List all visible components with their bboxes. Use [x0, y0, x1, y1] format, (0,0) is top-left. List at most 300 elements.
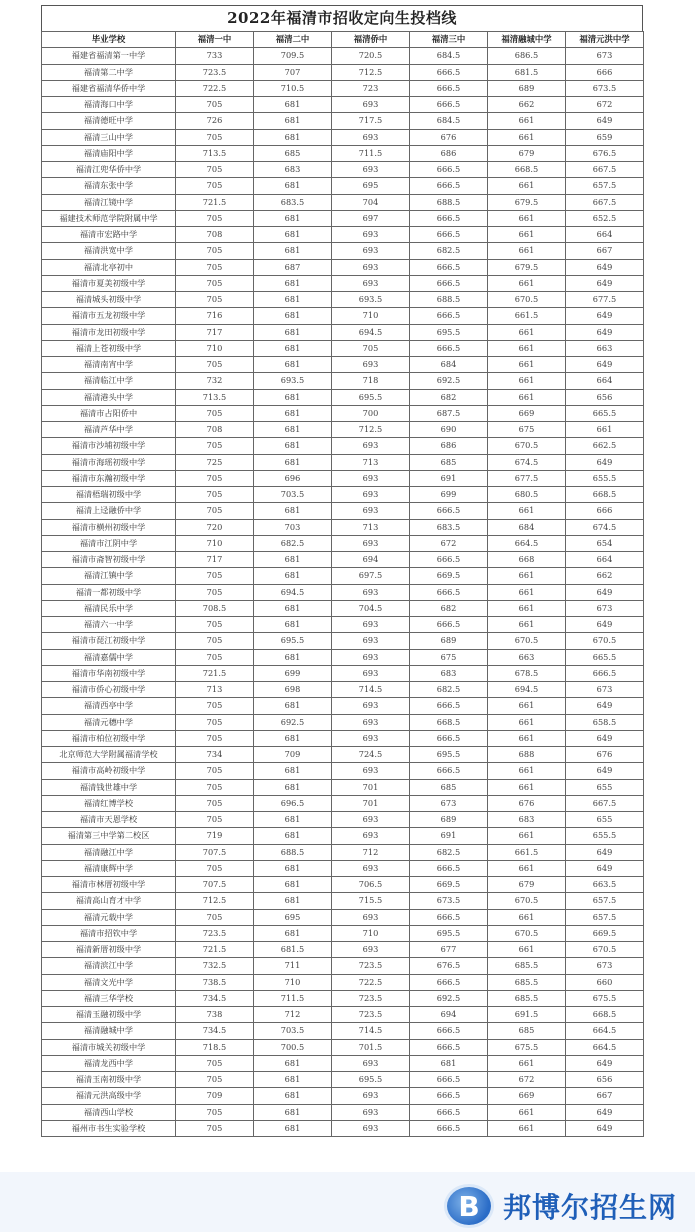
score-cell: 713.5 — [176, 145, 254, 161]
school-name-cell: 福清东张中学 — [42, 178, 176, 194]
score-cell: 694 — [332, 552, 410, 568]
table-title: 2022年福清市招收定向生投档线 — [41, 5, 643, 31]
score-cell: 681 — [254, 860, 332, 876]
table-row — [42, 990, 644, 1006]
score-cell: 693 — [332, 909, 410, 925]
score-cell: 716 — [176, 308, 254, 324]
table-row — [42, 1055, 644, 1071]
score-cell: 705 — [176, 259, 254, 275]
score-cell: 699 — [410, 487, 488, 503]
score-cell: 708 — [176, 227, 254, 243]
score-cell: 681 — [254, 324, 332, 340]
score-cell: 666.5 — [410, 1120, 488, 1136]
score-cell: 684.5 — [410, 48, 488, 64]
score-cell: 709 — [176, 1088, 254, 1104]
score-cell: 666.5 — [410, 340, 488, 356]
score-cell: 649 — [566, 454, 644, 470]
score-cell: 661 — [488, 373, 566, 389]
school-name-cell: 福清市天恩学校 — [42, 812, 176, 828]
score-cell: 669.5 — [410, 877, 488, 893]
score-cell: 676.5 — [566, 145, 644, 161]
score-cell: 705 — [176, 812, 254, 828]
score-cell: 714.5 — [332, 1023, 410, 1039]
score-cell: 660 — [566, 974, 644, 990]
score-cell: 666.5 — [410, 730, 488, 746]
score-cell: 693 — [332, 584, 410, 600]
score-cell: 682.5 — [410, 243, 488, 259]
score-cell: 661 — [488, 1104, 566, 1120]
score-cell: 722.5 — [176, 80, 254, 96]
score-cell: 664 — [566, 373, 644, 389]
score-cell: 661 — [488, 942, 566, 958]
school-name-cell: 福清文光中学 — [42, 974, 176, 990]
score-cell: 661 — [488, 275, 566, 291]
score-cell: 694.5 — [332, 324, 410, 340]
score-cell: 696.5 — [254, 795, 332, 811]
score-cell: 734.5 — [176, 990, 254, 1006]
score-cell: 663 — [488, 649, 566, 665]
score-cell: 666.5 — [410, 308, 488, 324]
table-row — [42, 1088, 644, 1104]
score-cell: 681 — [254, 405, 332, 421]
school-name-cell: 福建省福清第一中学 — [42, 48, 176, 64]
score-cell: 673.5 — [410, 893, 488, 909]
school-name-cell: 福清江镜中学 — [42, 194, 176, 210]
score-cell: 661.5 — [488, 844, 566, 860]
score-cell: 661 — [488, 357, 566, 373]
score-cell: 705 — [176, 1055, 254, 1071]
score-cell: 710 — [332, 925, 410, 941]
score-cell: 666.5 — [410, 210, 488, 226]
score-cell: 669.5 — [410, 568, 488, 584]
score-cell: 699 — [254, 665, 332, 681]
score-cell: 712 — [332, 844, 410, 860]
table-row — [42, 113, 644, 129]
score-cell: 721.5 — [176, 942, 254, 958]
score-cell: 705 — [176, 275, 254, 291]
score-cell: 683.5 — [410, 519, 488, 535]
score-cell: 681 — [254, 113, 332, 129]
score-cell: 661 — [488, 860, 566, 876]
school-name-cell: 福清芦华中学 — [42, 422, 176, 438]
score-cell: 693 — [332, 1055, 410, 1071]
score-cell: 649 — [566, 763, 644, 779]
score-cell: 693 — [332, 487, 410, 503]
score-cell: 723.5 — [332, 990, 410, 1006]
score-cell: 677.5 — [566, 292, 644, 308]
score-cell: 661 — [488, 1055, 566, 1071]
score-cell: 693 — [332, 357, 410, 373]
score-cell: 664 — [566, 227, 644, 243]
score-cell: 681 — [254, 877, 332, 893]
score-cell: 667.5 — [566, 795, 644, 811]
score-cell: 682 — [410, 389, 488, 405]
score-cell: 693 — [332, 243, 410, 259]
school-name-cell: 福清南宵中学 — [42, 357, 176, 373]
score-cell: 649 — [566, 584, 644, 600]
score-cell: 672 — [488, 1072, 566, 1088]
score-cell: 683 — [410, 665, 488, 681]
score-cell: 666.5 — [410, 1039, 488, 1055]
school-name-cell: 福清三华学校 — [42, 990, 176, 1006]
school-name-cell: 福清一都初级中学 — [42, 584, 176, 600]
table-row — [42, 162, 644, 178]
score-cell: 668 — [488, 552, 566, 568]
score-cell: 661 — [488, 389, 566, 405]
score-cell: 705 — [176, 503, 254, 519]
score-cell: 720 — [176, 519, 254, 535]
score-cell: 685 — [410, 454, 488, 470]
score-cell: 666.5 — [410, 763, 488, 779]
score-cell: 738.5 — [176, 974, 254, 990]
score-cell: 666.5 — [410, 860, 488, 876]
score-cell: 698 — [254, 682, 332, 698]
score-cell: 723.5 — [176, 64, 254, 80]
score-cell: 666 — [566, 503, 644, 519]
score-cell: 681 — [254, 275, 332, 291]
score-cell: 695.5 — [410, 324, 488, 340]
score-cell: 661 — [488, 909, 566, 925]
score-cell: 693 — [332, 649, 410, 665]
score-cell: 666.5 — [410, 584, 488, 600]
score-cell: 689 — [488, 80, 566, 96]
score-cell: 695 — [254, 909, 332, 925]
score-cell: 704 — [332, 194, 410, 210]
score-cell: 672 — [410, 535, 488, 551]
score-cell: 670.5 — [488, 438, 566, 454]
score-cell: 682.5 — [410, 682, 488, 698]
score-cell: 683 — [254, 162, 332, 178]
table-row — [42, 828, 644, 844]
score-cell: 693 — [332, 828, 410, 844]
score-cell: 669 — [488, 1088, 566, 1104]
table-row — [42, 795, 644, 811]
table-row — [42, 454, 644, 470]
table-row — [42, 568, 644, 584]
table-row — [42, 80, 644, 96]
score-cell: 681 — [254, 357, 332, 373]
score-cell: 719 — [176, 828, 254, 844]
score-cell: 666.5 — [410, 64, 488, 80]
score-cell: 661 — [488, 763, 566, 779]
score-cell: 695.5 — [410, 747, 488, 763]
school-name-cell: 福清民乐中学 — [42, 600, 176, 616]
school-name-cell: 福清市江阴中学 — [42, 535, 176, 551]
score-cell: 695.5 — [254, 633, 332, 649]
score-cell: 712.5 — [176, 893, 254, 909]
score-cell: 661 — [488, 243, 566, 259]
score-cell: 693 — [332, 1088, 410, 1104]
score-cell: 712.5 — [332, 422, 410, 438]
score-cell: 693 — [332, 438, 410, 454]
table-row — [42, 308, 644, 324]
score-cell: 717 — [176, 324, 254, 340]
score-cell: 693 — [332, 665, 410, 681]
school-name-cell: 福清市华南初级中学 — [42, 665, 176, 681]
score-cell: 705 — [176, 617, 254, 633]
score-cell: 649 — [566, 730, 644, 746]
score-cell: 718.5 — [176, 1039, 254, 1055]
score-cell: 705 — [176, 909, 254, 925]
score-cell: 687 — [254, 259, 332, 275]
score-cell: 700.5 — [254, 1039, 332, 1055]
score-cell: 666 — [566, 64, 644, 80]
score-cell: 693 — [332, 259, 410, 275]
score-cell: 705 — [176, 97, 254, 113]
score-cell: 705 — [176, 129, 254, 145]
score-cell: 708 — [176, 422, 254, 438]
score-cell: 676 — [410, 129, 488, 145]
score-cell: 666.5 — [566, 665, 644, 681]
school-name-cell: 福州市书生实验学校 — [42, 1120, 176, 1136]
table-row — [42, 340, 644, 356]
score-cell: 681 — [254, 340, 332, 356]
score-cell: 682.5 — [254, 535, 332, 551]
score-cell: 666.5 — [410, 552, 488, 568]
score-cell: 712.5 — [332, 64, 410, 80]
score-cell: 693 — [332, 730, 410, 746]
score-cell: 649 — [566, 1120, 644, 1136]
school-name-cell: 福清元载中学 — [42, 909, 176, 925]
table-row — [42, 698, 644, 714]
score-cell: 661.5 — [488, 308, 566, 324]
brand-logo[interactable] — [447, 1186, 687, 1226]
score-cell: 733 — [176, 48, 254, 64]
score-cell: 681 — [254, 600, 332, 616]
score-cell: 681 — [254, 617, 332, 633]
score-cell: 684.5 — [410, 113, 488, 129]
score-cell: 693 — [332, 227, 410, 243]
score-cell: 697 — [332, 210, 410, 226]
score-cell: 705 — [176, 487, 254, 503]
score-cell: 652.5 — [566, 210, 644, 226]
score-cell: 691 — [410, 470, 488, 486]
table-row — [42, 519, 644, 535]
score-cell: 703.5 — [254, 487, 332, 503]
score-cell: 665.5 — [566, 649, 644, 665]
score-cell: 705 — [176, 357, 254, 373]
score-cell: 686.5 — [488, 48, 566, 64]
score-cell: 661 — [488, 698, 566, 714]
table-row — [42, 942, 644, 958]
school-name-cell: 福清市招钦中学 — [42, 925, 176, 941]
score-cell: 703.5 — [254, 1023, 332, 1039]
score-cell: 701 — [332, 795, 410, 811]
table-row — [42, 405, 644, 421]
score-cell: 664 — [566, 552, 644, 568]
score-cell: 666.5 — [410, 909, 488, 925]
score-cell: 722.5 — [332, 974, 410, 990]
school-name-cell: 福清上苍初级中学 — [42, 340, 176, 356]
score-cell: 666.5 — [410, 974, 488, 990]
score-cell: 713 — [332, 454, 410, 470]
score-cell: 662 — [566, 568, 644, 584]
score-cell: 673 — [566, 600, 644, 616]
score-cell: 681 — [254, 503, 332, 519]
score-cell: 704.5 — [332, 600, 410, 616]
table-row — [42, 925, 644, 941]
score-cell: 649 — [566, 324, 644, 340]
score-cell: 673 — [566, 682, 644, 698]
score-cell: 681 — [254, 812, 332, 828]
score-cell: 705 — [176, 714, 254, 730]
score-cell: 721.5 — [176, 665, 254, 681]
score-cell: 705 — [176, 795, 254, 811]
score-cell: 705 — [176, 162, 254, 178]
score-cell: 649 — [566, 357, 644, 373]
score-cell: 685 — [254, 145, 332, 161]
score-cell: 681 — [254, 308, 332, 324]
table-row — [42, 1072, 644, 1088]
table-row — [42, 633, 644, 649]
table-row — [42, 194, 644, 210]
table-row — [42, 1023, 644, 1039]
score-cell: 667 — [566, 1088, 644, 1104]
score-cell: 674.5 — [566, 519, 644, 535]
school-name-cell: 福清滨江中学 — [42, 958, 176, 974]
score-cell: 732.5 — [176, 958, 254, 974]
table-row — [42, 714, 644, 730]
score-cell: 666.5 — [410, 1088, 488, 1104]
school-name-cell: 福清江镇中学 — [42, 568, 176, 584]
brand-logo-icon: B — [447, 1187, 491, 1225]
score-cell: 655.5 — [566, 470, 644, 486]
score-cell: 681 — [254, 552, 332, 568]
score-cell: 666.5 — [410, 97, 488, 113]
score-cell: 684 — [488, 519, 566, 535]
score-cell: 711.5 — [332, 145, 410, 161]
score-cell: 695.5 — [410, 925, 488, 941]
header-rongcheng: 福清融城中学 — [488, 32, 566, 48]
score-cell: 681 — [254, 438, 332, 454]
school-name-cell: 福清西山学校 — [42, 1104, 176, 1120]
score-cell: 681 — [254, 649, 332, 665]
table-row — [42, 617, 644, 633]
score-cell: 667.5 — [566, 194, 644, 210]
table-row — [42, 649, 644, 665]
score-cell: 692.5 — [254, 714, 332, 730]
score-cell: 725 — [176, 454, 254, 470]
score-cell: 657.5 — [566, 909, 644, 925]
score-cell: 657.5 — [566, 178, 644, 194]
score-cell: 683 — [488, 812, 566, 828]
score-cell: 649 — [566, 1055, 644, 1071]
score-cell: 705 — [176, 633, 254, 649]
table-row — [42, 324, 644, 340]
score-cell: 683.5 — [254, 194, 332, 210]
score-cell: 693 — [332, 942, 410, 958]
score-cell: 661 — [488, 210, 566, 226]
score-cell: 666.5 — [410, 1104, 488, 1120]
school-name-cell: 福清市五龙初级中学 — [42, 308, 176, 324]
school-name-cell: 福清高山育才中学 — [42, 893, 176, 909]
table-row — [42, 227, 644, 243]
table-body — [42, 48, 644, 1137]
score-cell: 705 — [176, 698, 254, 714]
score-cell: 685.5 — [488, 974, 566, 990]
score-cell: 673 — [566, 958, 644, 974]
score-cell: 679.5 — [488, 259, 566, 275]
score-cell: 738 — [176, 1007, 254, 1023]
score-cell: 681.5 — [488, 64, 566, 80]
header-fuqing-no3: 福清三中 — [410, 32, 488, 48]
score-cell: 668.5 — [566, 487, 644, 503]
score-cell: 676 — [488, 795, 566, 811]
score-cell: 711.5 — [254, 990, 332, 1006]
score-cell: 724.5 — [332, 747, 410, 763]
table-row — [42, 1104, 644, 1120]
school-name-cell: 福清海口中学 — [42, 97, 176, 113]
school-name-cell: 福清玉南初级中学 — [42, 1072, 176, 1088]
score-cell: 693 — [332, 714, 410, 730]
school-name-cell: 福清第二中学 — [42, 64, 176, 80]
score-cell: 675 — [488, 422, 566, 438]
score-cell: 693 — [332, 1120, 410, 1136]
school-name-cell: 福清市斋智初级中学 — [42, 552, 176, 568]
score-cell: 674.5 — [488, 454, 566, 470]
table-row — [42, 97, 644, 113]
table-row — [42, 259, 644, 275]
score-cell: 677.5 — [488, 470, 566, 486]
table-row — [42, 730, 644, 746]
score-cell: 688.5 — [410, 292, 488, 308]
score-cell: 665.5 — [566, 405, 644, 421]
score-cell: 668.5 — [410, 714, 488, 730]
score-cell: 666.5 — [410, 503, 488, 519]
score-cell: 681 — [254, 779, 332, 795]
score-cell: 681 — [254, 1055, 332, 1071]
score-cell: 693 — [332, 97, 410, 113]
score-cell: 667.5 — [566, 162, 644, 178]
score-cell: 691 — [410, 828, 488, 844]
school-name-cell: 福清城头初级中学 — [42, 292, 176, 308]
score-cell: 681 — [254, 828, 332, 844]
score-cell: 649 — [566, 860, 644, 876]
score-cell: 693 — [332, 812, 410, 828]
score-cell: 649 — [566, 844, 644, 860]
school-name-cell: 福清新厝初级中学 — [42, 942, 176, 958]
score-cell: 693 — [332, 162, 410, 178]
score-cell: 681 — [254, 454, 332, 470]
score-cell: 675.5 — [488, 1039, 566, 1055]
score-cell: 681 — [254, 292, 332, 308]
score-cell: 723.5 — [332, 1007, 410, 1023]
score-cell: 693 — [332, 633, 410, 649]
score-cell: 681 — [254, 1104, 332, 1120]
score-cell: 720.5 — [332, 48, 410, 64]
score-cell: 667 — [566, 243, 644, 259]
score-cell: 649 — [566, 113, 644, 129]
score-cell: 661 — [488, 730, 566, 746]
table-row — [42, 389, 644, 405]
table-row — [42, 64, 644, 80]
score-cell: 685.5 — [488, 958, 566, 974]
score-cell: 661 — [488, 129, 566, 145]
score-cell: 694 — [410, 1007, 488, 1023]
header-fuqing-qiaozhong: 福清侨中 — [332, 32, 410, 48]
score-cell: 705 — [176, 1104, 254, 1120]
score-cell: 661 — [488, 178, 566, 194]
school-name-cell: 福清钱世雄中学 — [42, 779, 176, 795]
school-name-cell: 福建省福清华侨中学 — [42, 80, 176, 96]
score-cell: 681 — [254, 422, 332, 438]
table-row — [42, 584, 644, 600]
score-cell: 710 — [176, 340, 254, 356]
score-cell: 666.5 — [410, 259, 488, 275]
score-cell: 661 — [488, 340, 566, 356]
score-cell: 701.5 — [332, 1039, 410, 1055]
score-cell: 681 — [254, 178, 332, 194]
